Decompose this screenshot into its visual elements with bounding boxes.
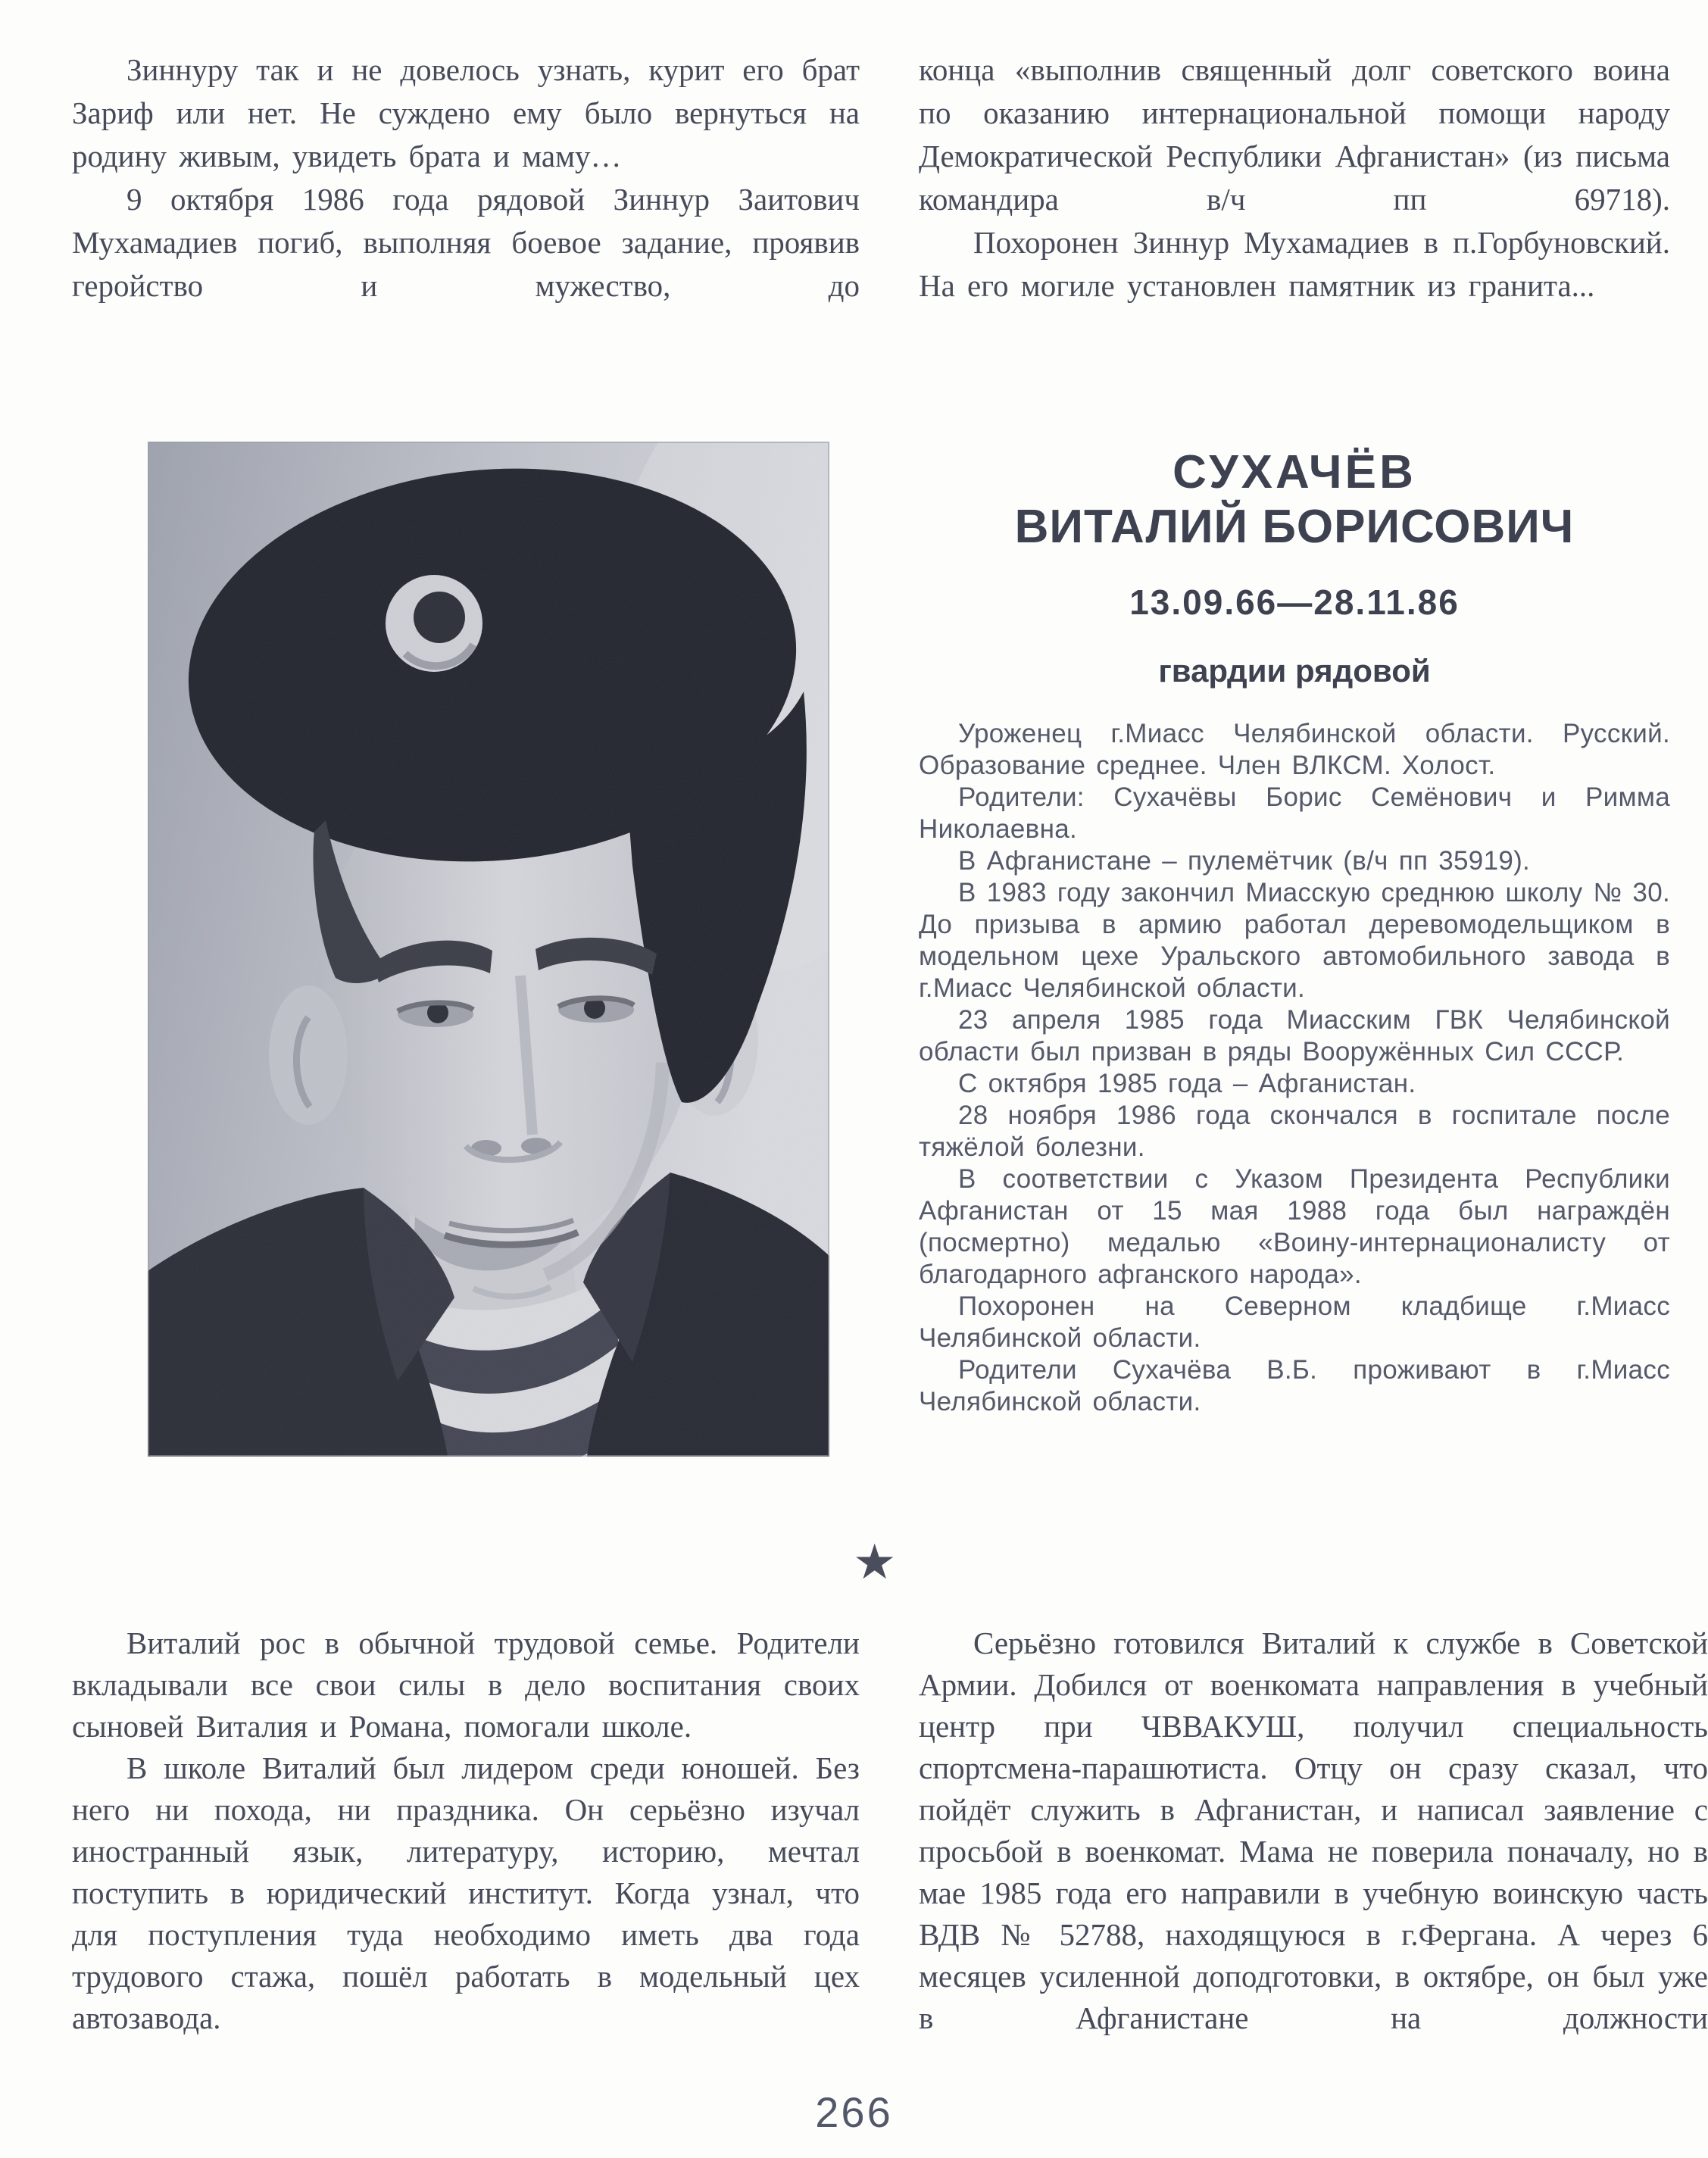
profile-name-patronymic: ВИТАЛИЙ БОРИСОВИЧ [1014,501,1575,553]
bio-paragraph: 28 ноября 1986 года скончался в госпитале после тяжёлой болезни. [919,1101,1670,1162]
bio-paragraph: Родители: Сухачёвы Борис Семёнович и Римма Николаевна. [919,782,1670,844]
paragraph: конца «выполнив священный долг советского воина по оказанию интернациональной помощи народу Демократической Республики Афганистан» (из письма командира в/ч пп 69718). [919,52,1670,217]
bio-paragraph: В 1983 году закончил Миасскую среднюю школу № 30. До призыва в армию работал деревомодельщиком в модельном цехе Уральского автомобильного завода в г.Миасс Челябинской области. [919,878,1670,1003]
column-top-right [919,48,1670,308]
bio-paragraph: В соответствии с Указом Президента Республики Афганистан от 15 мая 1988 года был награждён (посмертно) медалью «Воину-интернационалисту от благодарного афганского народа». [919,1164,1670,1289]
profile-rank: гвардии рядовой [1158,653,1431,689]
bio-paragraph: 23 апреля 1985 года Миасским ГВК Челябинской области был призван в ряды Вооружённых Сил СССР. [919,1005,1670,1067]
profile-header [919,445,1670,689]
column-top-left [72,48,860,308]
profile-surname: СУХАЧЁВ [1172,446,1416,498]
bio-paragraph: С октября 1985 года – Афганистан. [958,1069,1416,1098]
bio-paragraph: Родители Сухачёва В.Б. проживают в г.Миасс Челябинской области. [919,1355,1670,1416]
column-bottom-left [72,1622,860,2039]
paragraph: В школе Виталий был лидером среди юношей. Без него ни похода, ни праздника. Он серьёзно изучал иностранный язык, литературу, историю, мечтал поступить в юридический институт. Когда узнал, что для поступления туда необходимо иметь два года трудового стажа, пошёл работать в модельный цех автозавода. [72,1750,860,2035]
profile-bio [919,718,1670,1418]
profile-dates: 13.09.66—28.11.86 [1129,582,1460,622]
soldier-portrait-photo [148,442,829,1457]
portrait-illustration [148,442,829,1457]
paragraph: Похоронен Зиннур Мухамадиев в п.Горбуновский. На его могиле установлен памятник из гранита... [919,225,1670,303]
bio-paragraph: Уроженец г.Миасс Челябинской области. Русский. Образование среднее. Член ВЛКСМ. Холост. [919,719,1670,780]
paragraph: 9 октября 1986 года рядовой Зиннур Заитович Мухамадиев погиб, выполняя боевое задание, проявив геройство и мужество, до [72,182,860,303]
paragraph: Виталий рос в обычной трудовой семье. Родители вкладывали все свои силы в дело воспитания своих сыновей Виталия и Романа, помогали школе. [72,1626,860,1744]
bio-paragraph: В Афганистане – пулемётчик (в/ч пп 35919). [958,846,1531,876]
page-number: 266 [815,2088,893,2136]
column-bottom-right [919,1622,1708,2039]
bio-paragraph: Похоронен на Северном кладбище г.Миасс Челябинской области. [919,1291,1670,1353]
paragraph: Серьёзно готовился Виталий к службе в Советской Армии. Добился от военкомата направления в учебный центр при ЧВВАКУШ, получил специальность спортсмена-парашютиста. Отцу он сразу сказал, что пойдёт служить в Афганистан, и написал заявление с просьбой в военкомат. Мама не поверила поначалу, но в мае 1985 года его направили в учебную воинскую часть ВДВ № 52788, находящуюся в г.Фергана. А через 6 месяцев усиленной доподготовки, в октябре, он был уже в Афганистане на должности [919,1626,1708,2035]
star-divider-icon: ★ [853,1535,897,1591]
paragraph: Зиннуру так и не довелось узнать, курит его брат Зариф или нет. Не суждено ему было вернуться на родину живым, увидеть брата и маму… [72,52,860,173]
